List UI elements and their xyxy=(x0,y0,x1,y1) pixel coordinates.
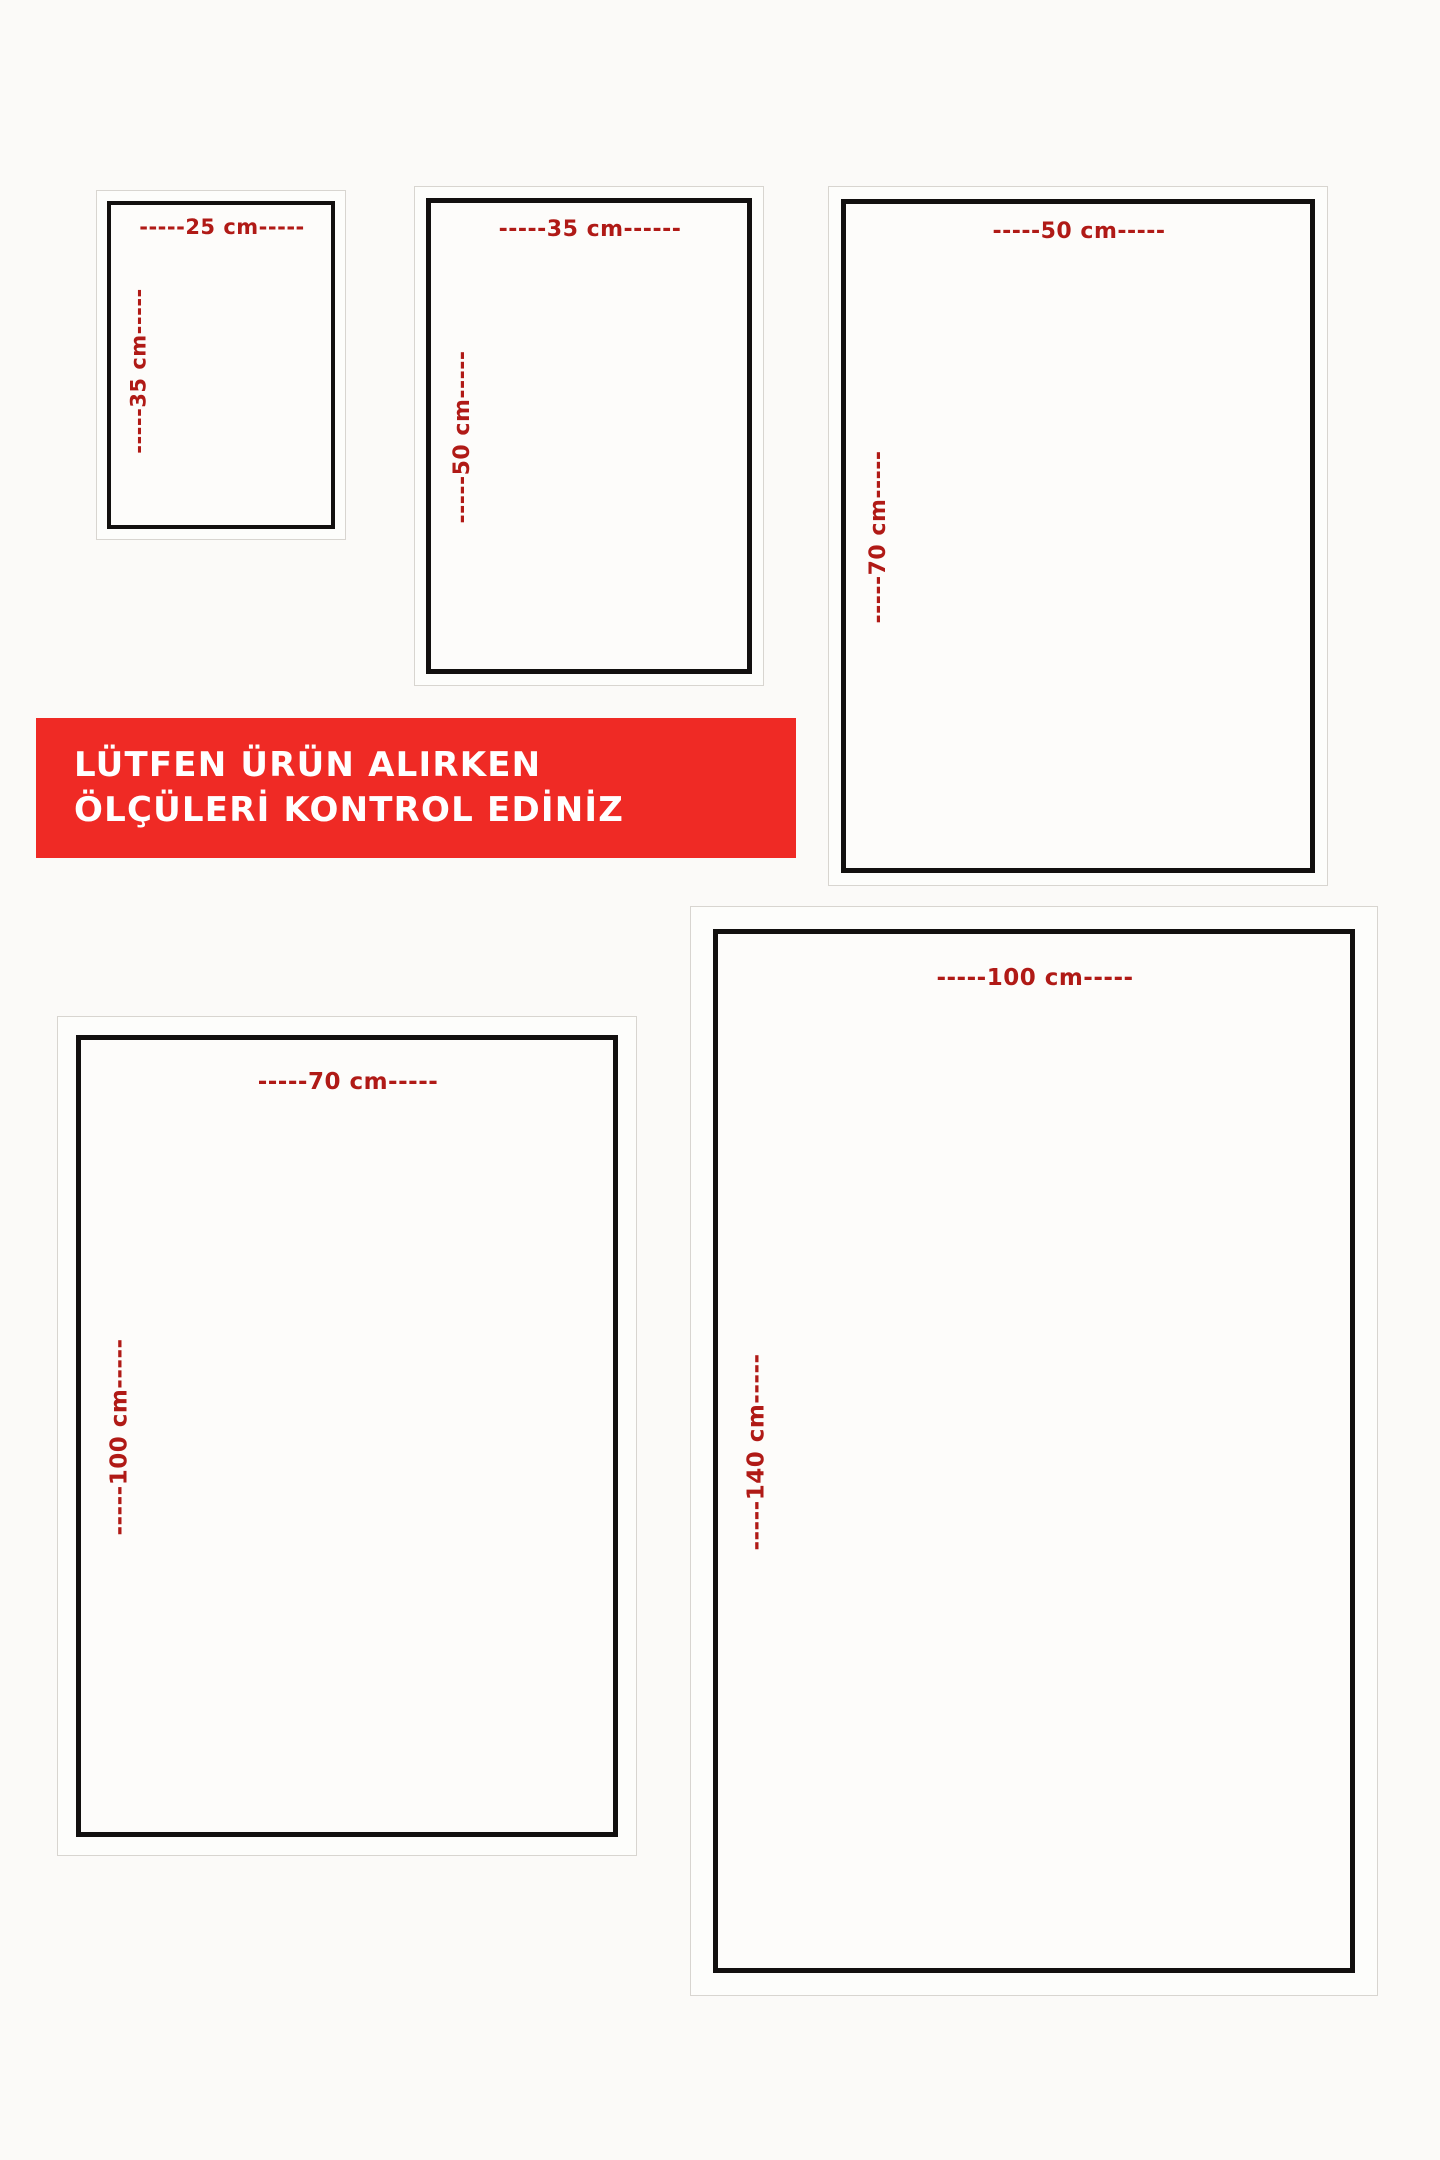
frame-50x70-height-label: -----70 cm----- xyxy=(866,450,891,624)
frame-50x70-inner xyxy=(841,199,1315,873)
frame-35x50-height-label: -----50 cm----- xyxy=(450,350,475,524)
frame-70x100 xyxy=(57,1016,637,1856)
warning-line-2: ÖLÇÜLERİ KONTROL EDİNİZ xyxy=(74,790,625,830)
frame-35x50 xyxy=(414,186,764,686)
frame-50x70-width-label: -----50 cm----- xyxy=(992,219,1166,244)
frame-100x140 xyxy=(690,906,1378,1996)
frame-100x140-inner xyxy=(713,929,1355,1973)
frame-70x100-height-label: -----100 cm----- xyxy=(106,1338,133,1536)
frame-70x100-width-label: -----70 cm----- xyxy=(257,1069,439,1095)
frame-25x35 xyxy=(96,190,346,540)
frame-50x70 xyxy=(828,186,1328,886)
frame-25x35-width-label: -----25 cm----- xyxy=(139,215,305,239)
frame-100x140-width-label: -----100 cm----- xyxy=(936,965,1134,991)
frame-100x140-height-label: -----140 cm----- xyxy=(743,1353,770,1551)
frame-35x50-width-label: -----35 cm------ xyxy=(498,217,682,242)
warning-line-1: LÜTFEN ÜRÜN ALIRKEN xyxy=(74,745,542,786)
frame-70x100-inner xyxy=(76,1035,618,1837)
warning-banner xyxy=(36,718,796,858)
frame-25x35-height-label: -----35 cm----- xyxy=(126,288,151,454)
